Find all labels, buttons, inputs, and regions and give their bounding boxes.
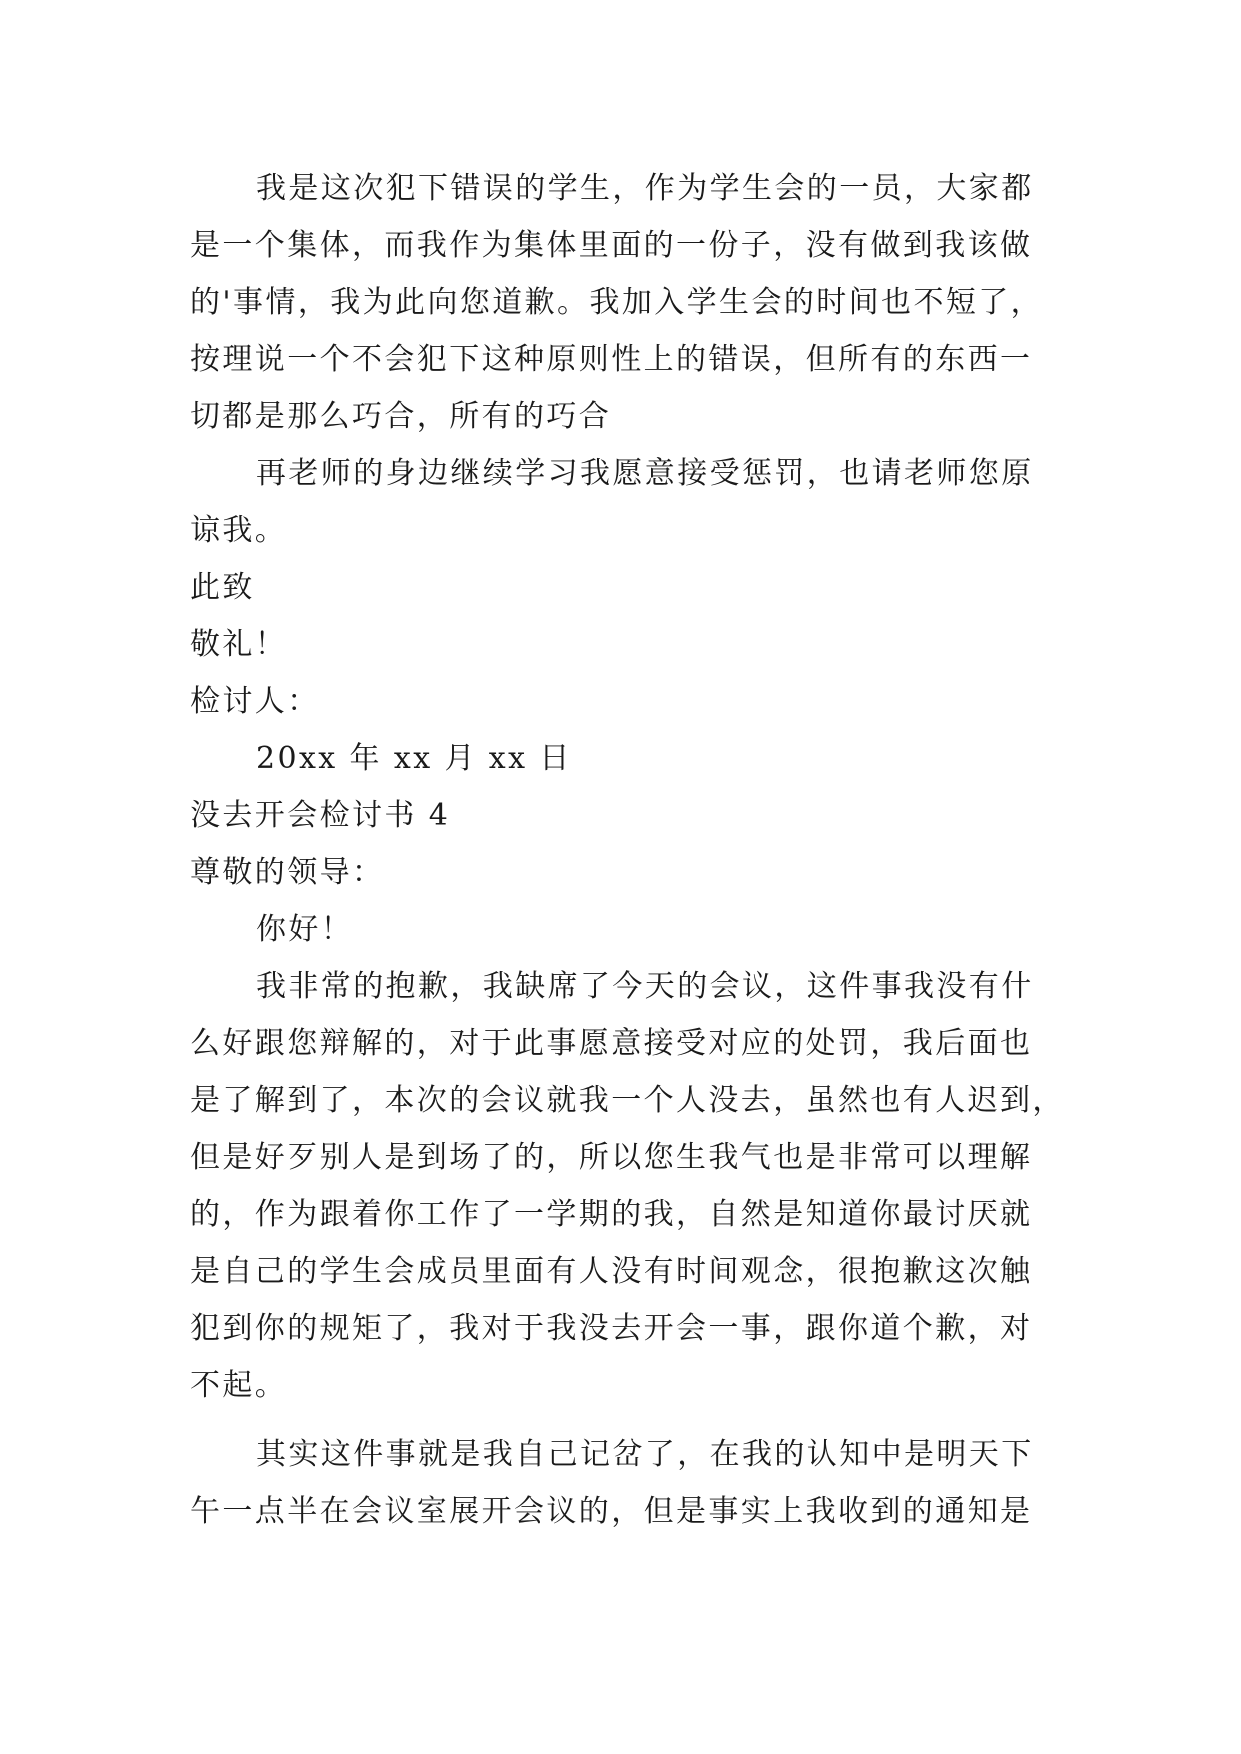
greeting-line: 你好！ [256, 912, 354, 947]
greeting-line: 尊敬的领导： [190, 855, 385, 890]
paragraph-line: 我是这次犯下错误的学生，作为学生会的一员，大家都 [256, 171, 1034, 206]
paragraph-line: 但是好歹别人是到场了的，所以您生我气也是非常可以理解 [190, 1140, 1033, 1175]
paragraph-line: 是一个集体，而我作为集体里面的一份子，没有做到我该做 [190, 228, 1033, 263]
closing-line: 此致 [190, 570, 255, 605]
paragraph-line: 是了解到了，本次的会议就我一个人没去，虽然也有人迟到， [190, 1083, 1065, 1118]
paragraph-line: 的，作为跟着你工作了一学期的我，自然是知道你最讨厌就 [190, 1197, 1033, 1232]
paragraph-line: 午一点半在会议室展开会议的，但是事实上我收到的通知是 [190, 1494, 1033, 1529]
paragraph-line: 的'事情，我为此向您道歉。我加入学生会的时间也不短了， [190, 285, 1044, 320]
signature-label: 检讨人： [190, 684, 320, 719]
paragraph-line: 切都是那么巧合，所有的巧合 [190, 399, 612, 434]
date-line: 20xx 年 xx 月 xx 日 [256, 741, 572, 776]
paragraph-line: 按理说一个不会犯下这种原则性上的错误，但所有的东西一 [190, 342, 1033, 377]
document-body [190, 160, 1070, 1540]
paragraph-line: 是自己的学生会成员里面有人没有时间观念，很抱歉这次触 [190, 1254, 1033, 1289]
paragraph-line: 我非常的抱歉，我缺席了今天的会议，这件事我没有什 [256, 969, 1034, 1004]
paragraph-line: 再老师的身边继续学习我愿意接受惩罚，也请老师您原 [256, 456, 1034, 491]
salutation-line: 敬礼！ [190, 627, 288, 662]
paragraph-line: 不起。 [190, 1368, 288, 1403]
paragraph-line: 谅我。 [190, 513, 288, 548]
paragraph-line: 犯到你的规矩了，我对于我没去开会一事，跟你道个歉，对 [190, 1311, 1033, 1346]
section-title: 没去开会检讨书 4 [190, 798, 451, 833]
paragraph-line: 其实这件事就是我自己记岔了，在我的认知中是明天下 [256, 1437, 1034, 1472]
paragraph-line: 么好跟您辩解的，对于此事愿意接受对应的处罚，我后面也 [190, 1026, 1033, 1061]
